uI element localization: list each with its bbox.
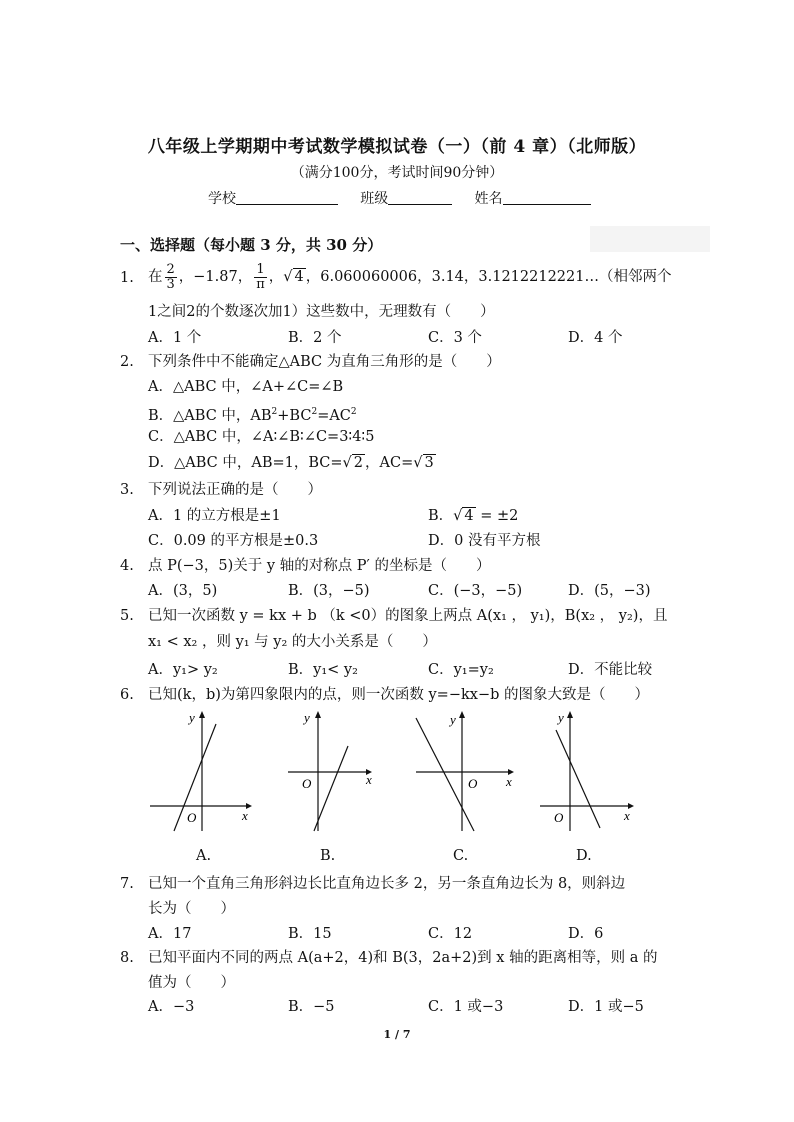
q8-option-a[interactable]: A．−3 xyxy=(148,999,195,1015)
page-subtitle: （满分100分，考试时间90分钟） xyxy=(290,165,504,181)
q7-option-d[interactable]: D．6 xyxy=(568,926,604,942)
q2-option-d[interactable] xyxy=(148,453,436,473)
q5-stem: 已知一次函数 y = kx + b （k <0）的图象上两点 A(x₁ ， y₁)，B(x₂ ， y₂)，且 xyxy=(148,608,668,624)
q7-option-b[interactable]: B．15 xyxy=(288,926,332,942)
q1-sqrt: √ 4 xyxy=(283,269,304,285)
origin-label: O xyxy=(554,810,564,825)
q1-stem xyxy=(148,262,672,292)
origin-label: O xyxy=(187,810,197,825)
superscript-2: 2 xyxy=(271,407,278,417)
sqrt-3: √ 3 xyxy=(413,455,434,471)
q1-mid2: ， xyxy=(268,269,284,285)
q1-line2: 1之间2的个数逐次加1）这些数中，无理数有（ ） xyxy=(148,304,495,320)
y-label: y xyxy=(304,710,310,725)
q4-option-b[interactable]: B．(3，−5) xyxy=(288,583,370,599)
y-arrow-icon xyxy=(459,711,465,718)
q4-number: 4. xyxy=(120,558,134,574)
frac-denominator: π xyxy=(256,276,265,292)
q1-option-a[interactable]: A．1 个 xyxy=(148,330,202,346)
frac-numerator: 2 xyxy=(166,261,175,277)
graph-d[interactable] xyxy=(536,706,646,836)
graph-c-label: C. xyxy=(453,848,469,864)
q4-stem: 点 P(−3，5)关于 y 轴的对称点 P′ 的坐标是（ ） xyxy=(148,558,491,574)
q1-option-b[interactable]: B．2 个 xyxy=(288,330,342,346)
sqrt-radicand: 4 xyxy=(464,508,474,524)
q2-b-end: =AC xyxy=(317,407,351,424)
section-heading: 一、选择题（每小题 3 分，共 30 分） xyxy=(120,236,383,254)
q3-option-c[interactable]: C．0.09 的平方根是±0.3 xyxy=(148,533,319,549)
q1-mid1: ，−1.87， xyxy=(178,269,253,285)
function-line xyxy=(314,746,348,831)
q1-number: 1. xyxy=(120,270,134,286)
name-label: 姓名 xyxy=(474,191,503,207)
y-arrow-icon xyxy=(199,711,205,718)
q2-b-mid: +BC xyxy=(277,407,312,424)
sqrt-4: √ 4 xyxy=(453,508,474,524)
redacted-patch xyxy=(590,226,710,252)
page-number: 1 / 7 xyxy=(383,1028,411,1041)
name-blank[interactable] xyxy=(503,190,591,205)
school-label: 学校 xyxy=(208,191,236,207)
q7-option-c[interactable]: C．12 xyxy=(428,926,473,942)
q7-line2: 长为（ ） xyxy=(148,901,235,917)
q8-option-d[interactable]: D．1 或−5 xyxy=(568,999,644,1015)
q5-number: 5. xyxy=(120,608,134,624)
frac-numerator: 1 xyxy=(254,263,267,278)
q3-b-tail: = ±2 xyxy=(480,508,519,524)
q2-d-pre: D．△ABC 中，AB=1，BC= xyxy=(148,455,343,471)
q8-line2: 值为（ ） xyxy=(148,975,235,991)
x-label: x xyxy=(624,808,630,823)
graph-a[interactable] xyxy=(146,706,256,836)
q7-option-a[interactable]: A．17 xyxy=(148,926,192,942)
sqrt-radicand: 4 xyxy=(294,269,304,285)
y-label: y xyxy=(189,710,195,725)
school-blank[interactable] xyxy=(236,190,338,205)
q8-option-c[interactable]: C．1 或−3 xyxy=(428,999,504,1015)
q3-stem: 下列说法正确的是（ ） xyxy=(148,482,322,498)
y-arrow-icon xyxy=(567,711,573,718)
q8-stem: 已知平面内不同的两点 A(a+2，4)和 B(3，2a+2)到 x 轴的距离相等，则 a 的 xyxy=(148,950,658,966)
sqrt-radicand: 3 xyxy=(424,455,434,471)
graph-b[interactable] xyxy=(284,706,394,836)
x-label: x xyxy=(506,774,512,789)
sqrt-2: √ 2 xyxy=(342,455,364,471)
q6-stem: 已知(k，b)为第四象限内的点，则一次函数 y=−kx−b 的图象大致是（ ） xyxy=(148,687,649,703)
q4-option-c[interactable]: C．(−3，−5) xyxy=(428,583,523,599)
page-title: 八年级上学期期中考试数学模拟试卷（一）（前 4 章）（北师版） xyxy=(147,137,647,157)
q2-option-a[interactable]: A．△ABC 中，∠A+∠C=∠B xyxy=(148,379,344,395)
q8-option-b[interactable]: B．−5 xyxy=(288,999,335,1015)
class-blank[interactable] xyxy=(388,190,452,205)
origin-label: O xyxy=(468,776,478,791)
y-label: y xyxy=(558,710,564,725)
q2-option-c[interactable]: C．△ABC 中，∠A∶∠B∶∠C=3∶4∶5 xyxy=(148,429,375,445)
q2-stem: 下列条件中不能确定△ABC 为直角三角形的是（ ） xyxy=(148,354,501,370)
q5-option-a[interactable]: A．y₁> y₂ xyxy=(148,662,218,678)
q5-option-c[interactable]: C．y₁=y₂ xyxy=(428,662,494,678)
origin-label: O xyxy=(302,776,312,791)
superscript-2: 2 xyxy=(350,407,357,417)
q7-number: 7. xyxy=(120,876,134,892)
frac-denominator: 3 xyxy=(166,276,175,292)
q4-option-a[interactable]: A．(3，5) xyxy=(148,583,218,599)
q2-number: 2. xyxy=(120,354,134,370)
y-label: y xyxy=(450,712,456,727)
graph-a-label: A. xyxy=(196,848,212,864)
q2-b-pre: B．△ABC 中，AB xyxy=(148,407,272,424)
q3-option-a[interactable]: A．1 的立方根是±1 xyxy=(148,508,281,524)
graph-c[interactable] xyxy=(412,706,522,836)
q4-option-d[interactable]: D．(5，−3) xyxy=(568,583,651,599)
q3-option-b[interactable] xyxy=(428,506,518,526)
graph-d-label: D. xyxy=(576,848,592,864)
q7-stem: 已知一个直角三角形斜边长比直角边长多 2，另一条直角边长为 8，则斜边 xyxy=(148,876,626,892)
q5-option-d[interactable]: D．不能比较 xyxy=(568,662,653,678)
q2-option-b[interactable] xyxy=(148,402,357,426)
graph-b-label: B. xyxy=(320,848,336,864)
q1-option-c[interactable]: C．3 个 xyxy=(428,330,482,346)
x-label: x xyxy=(366,772,372,787)
student-info-line xyxy=(208,188,591,208)
sqrt-radicand: 2 xyxy=(353,455,364,471)
x-label: x xyxy=(242,808,248,823)
q1-fraction-1-pi xyxy=(254,263,267,292)
q5-line2: x₁ < x₂ ，则 y₁ 与 y₂ 的大小关系是（ ） xyxy=(148,634,437,650)
q5-option-b[interactable]: B．y₁< y₂ xyxy=(288,662,358,678)
class-label: 班级 xyxy=(360,191,389,207)
q1-fraction-2-3 xyxy=(165,263,177,292)
q3-b-pre: B． xyxy=(428,508,454,524)
q3-option-d[interactable]: D．0 没有平方根 xyxy=(428,533,541,549)
q6-number: 6. xyxy=(120,687,134,703)
q2-d-mid: ，AC= xyxy=(365,455,414,471)
function-line xyxy=(416,718,474,831)
q8-number: 8. xyxy=(120,950,134,966)
q3-number: 3. xyxy=(120,482,134,498)
y-arrow-icon xyxy=(315,711,321,718)
q1-pre: 在 xyxy=(148,269,163,285)
q1-option-d[interactable]: D．4 个 xyxy=(568,330,623,346)
superscript-2: 2 xyxy=(311,407,318,417)
q1-tail: ，6.060060006，3.14，3.1212212221…（相邻两个 xyxy=(305,269,672,285)
